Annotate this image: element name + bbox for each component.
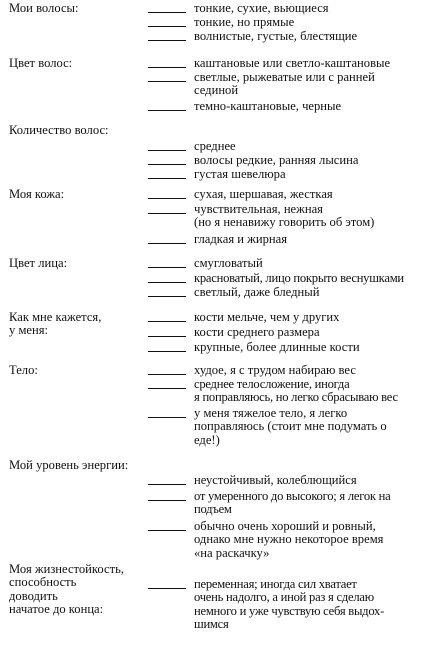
answer-blank[interactable] [148, 578, 186, 589]
answer-blank[interactable] [148, 30, 186, 41]
option-text: обычно очень хороший и ровный, однако мне нужно некоторое время «на раскачку» [194, 519, 384, 560]
option-text: густая шевелюра [194, 167, 286, 181]
section-label: Моя кожа: [9, 187, 65, 201]
section-label: Мой уровень энергии: [9, 458, 129, 472]
option-text: чувствительная, нежная (но я ненавижу говорить об этом) [194, 202, 375, 230]
option-text: гладкая и жирная [194, 232, 288, 246]
answer-blank[interactable] [148, 341, 186, 352]
answer-blank[interactable] [148, 57, 186, 68]
option-text: тонкие, но прямые [194, 15, 295, 29]
answer-blank[interactable] [148, 378, 186, 389]
answer-blank[interactable] [148, 311, 186, 322]
option-text: сухая, шершавая, жесткая [194, 187, 333, 201]
answer-blank[interactable] [148, 520, 186, 531]
option-text: переменная; иногда сил хватает очень надолго, а иной раз я сделаю немного и уже чувствую себя выдох- шимся [194, 577, 385, 631]
option-text: светлые, рыжеватые или с ранней сединой [194, 70, 375, 98]
answer-blank[interactable] [148, 188, 186, 199]
option-text: среднее [194, 139, 236, 153]
section-label: Мои волосы: [9, 1, 79, 15]
option-text: волосы редкие, ранняя лысина [194, 153, 359, 167]
option-text: каштановые или светло-каштановые [194, 56, 391, 70]
option-text: волнистые, густые, блестящие [194, 29, 358, 43]
option-text: светлый, даже бледный [194, 285, 320, 299]
option-text: худое, я с трудом набираю вес [194, 363, 356, 377]
option-text: от умеренного до высокого; я легок на подъем [194, 489, 391, 517]
answer-blank[interactable] [148, 326, 186, 337]
option-text: смугловатый [194, 256, 263, 270]
option-text: неустойчивый, колеблющийся [194, 473, 357, 487]
option-text: кости мельче, чем у других [194, 310, 340, 324]
answer-blank[interactable] [148, 2, 186, 13]
section-label: Как мне кажется, у меня: [9, 310, 102, 338]
section-label: Цвет волос: [9, 56, 73, 70]
answer-blank[interactable] [148, 203, 186, 214]
option-text: у меня тяжелое тело, я легко поправляюсь (стоит мне подумать о еде!) [194, 406, 387, 447]
answer-blank[interactable] [148, 272, 186, 283]
answer-blank[interactable] [148, 100, 186, 111]
option-text: темно-каштановые, черные [194, 99, 342, 113]
option-text: красноватый, лицо покрыто веснушками [194, 271, 404, 285]
answer-blank[interactable] [148, 490, 186, 501]
answer-blank[interactable] [148, 407, 186, 418]
answer-blank[interactable] [148, 168, 186, 179]
answer-blank[interactable] [148, 71, 186, 82]
answer-blank[interactable] [148, 154, 186, 165]
option-text: крупные, более длинные кости [194, 340, 360, 354]
option-text: кости среднего размера [194, 325, 320, 339]
option-text: среднее телосложение, иногда я поправляюсь, но легко сбрасываю вес [194, 377, 398, 405]
section-label: Цвет лица: [9, 256, 68, 270]
section-label: Тело: [9, 363, 38, 377]
option-text: тонкие, сухие, вьющиеся [194, 1, 329, 15]
answer-blank[interactable] [148, 364, 186, 375]
section-label: Количество волос: [9, 123, 109, 137]
answer-blank[interactable] [148, 257, 186, 268]
answer-blank[interactable] [148, 16, 186, 27]
answer-blank[interactable] [148, 140, 186, 151]
section-label: Моя жизнестойкость, способность доводить начатое до конца: [9, 562, 124, 616]
answer-blank[interactable] [148, 474, 186, 485]
answer-blank[interactable] [148, 286, 186, 297]
answer-blank[interactable] [148, 233, 186, 244]
